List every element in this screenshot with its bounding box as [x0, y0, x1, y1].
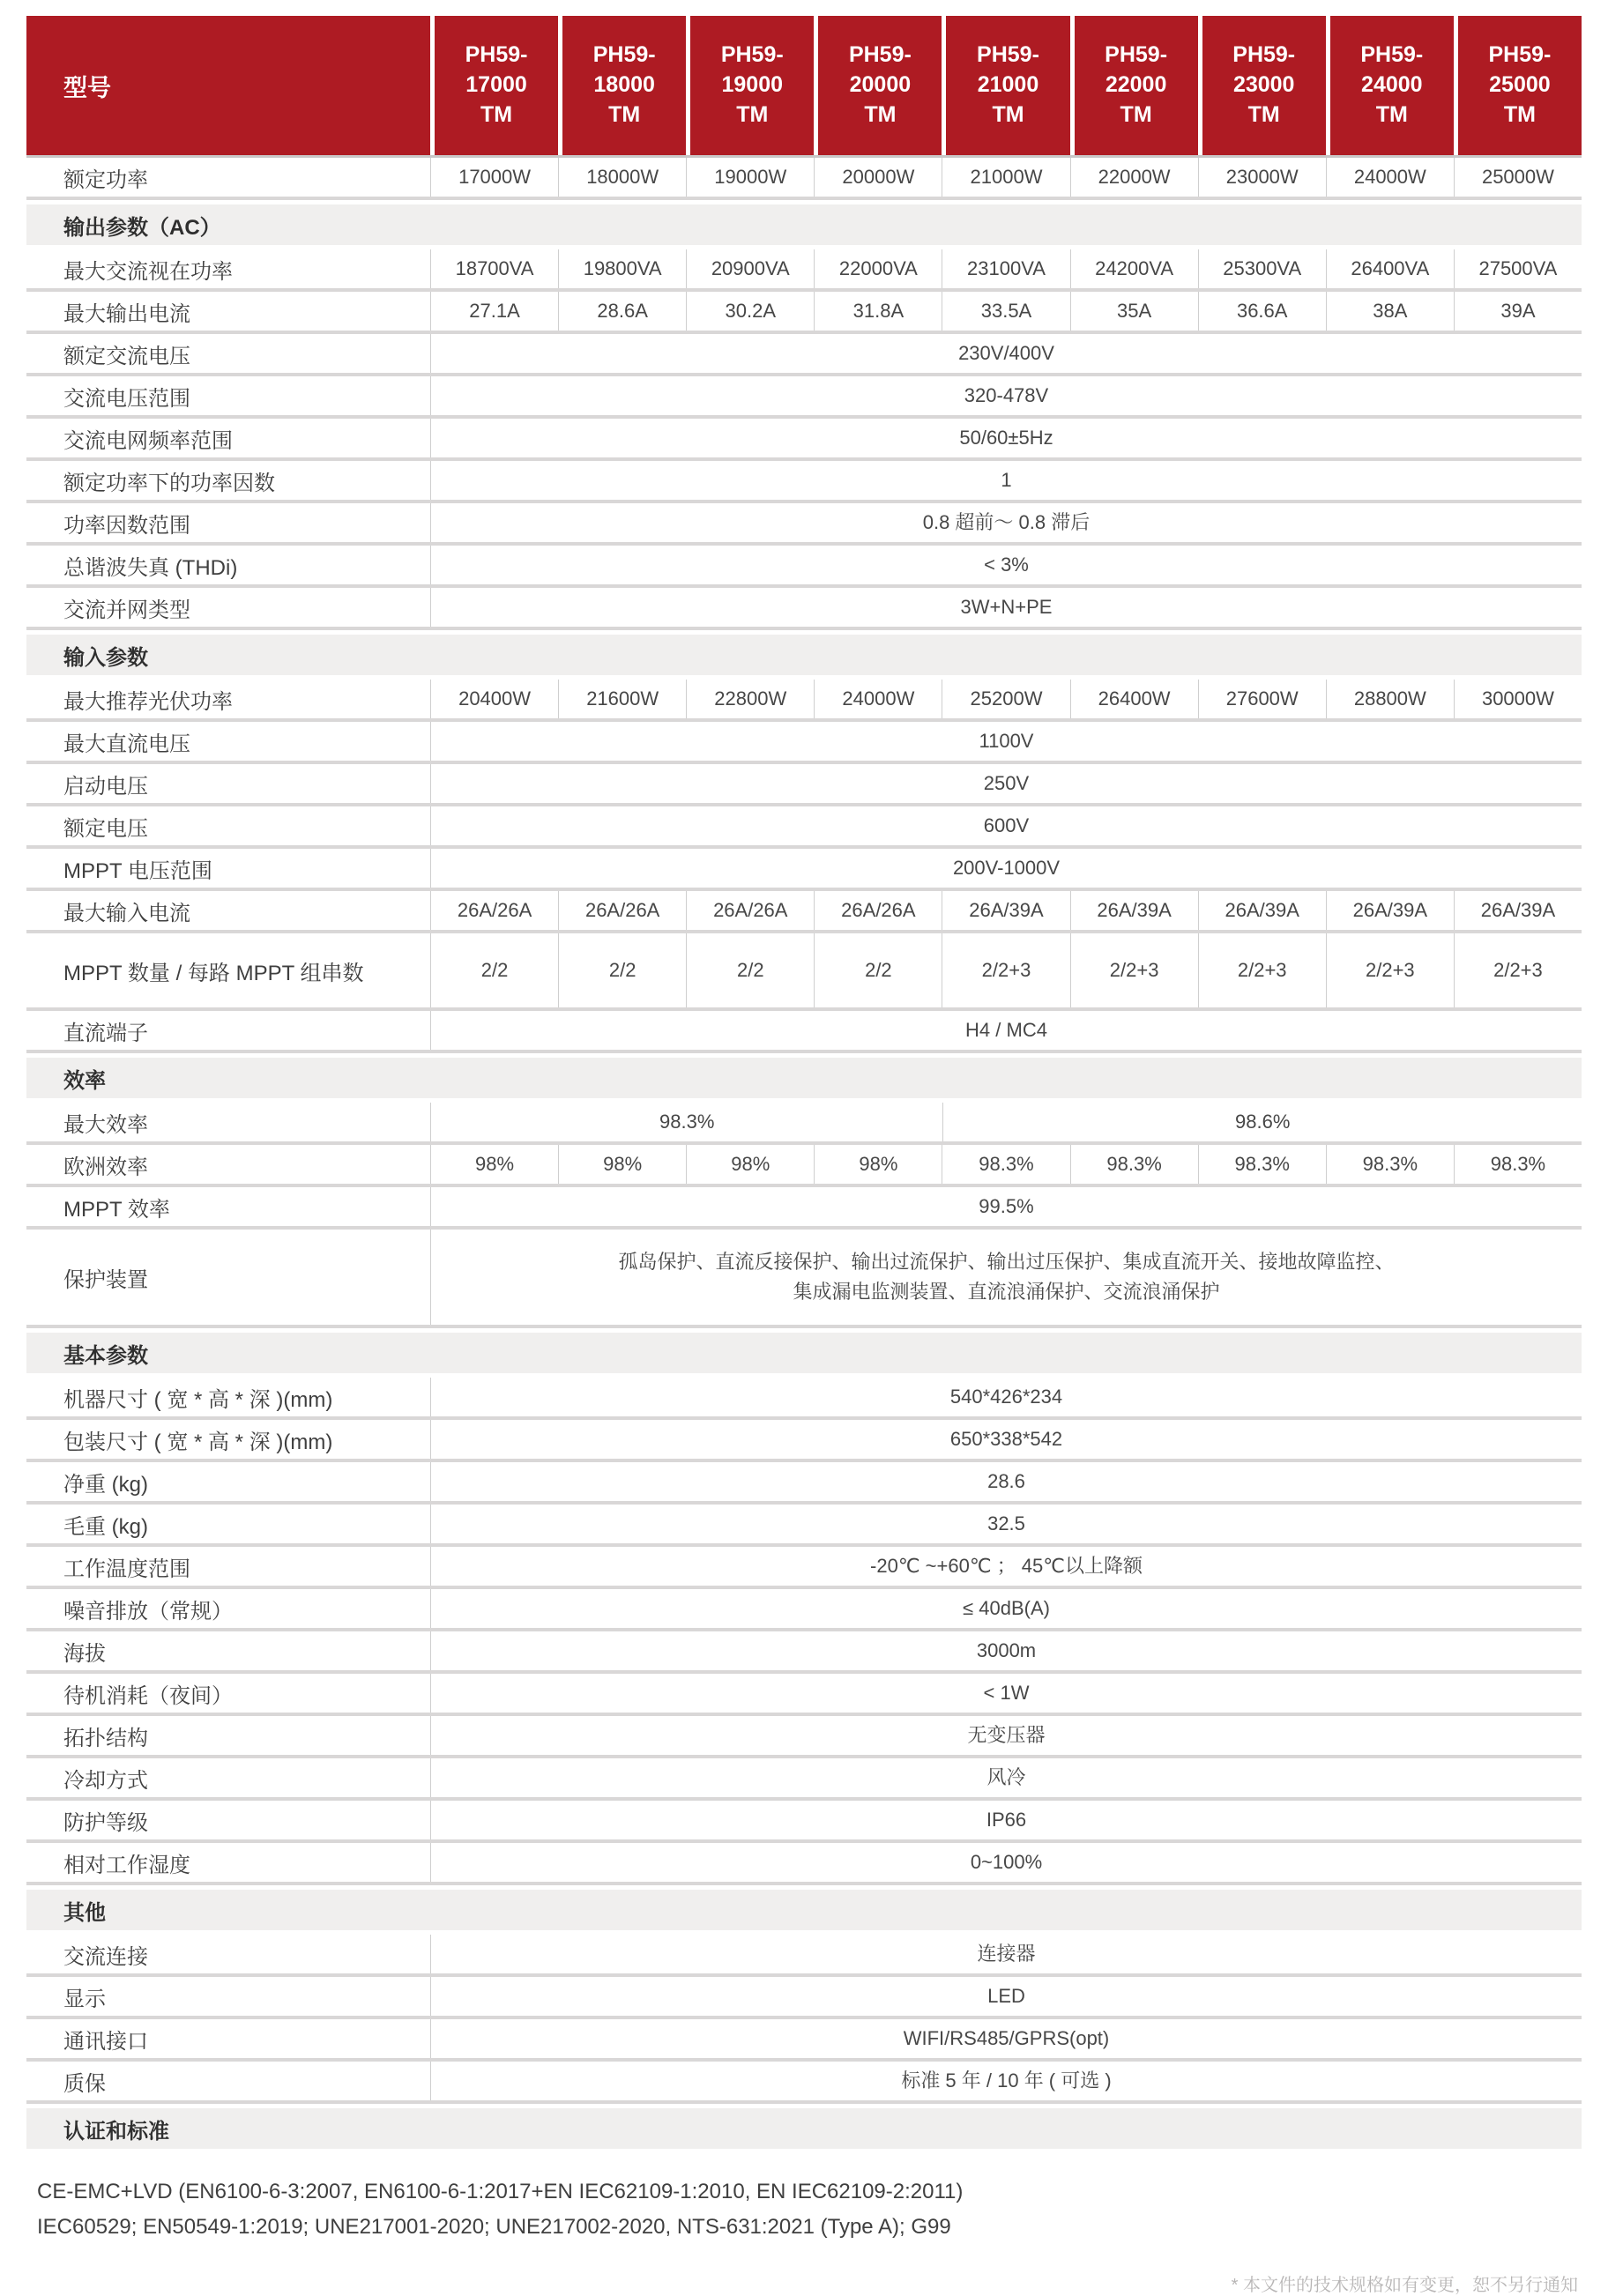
value-cell: 3000m [976, 1638, 1037, 1661]
table-body [26, 158, 1582, 2149]
value-cell: 24000W [814, 680, 942, 718]
row-values [430, 680, 1582, 718]
value-cell: 2/2+3 [1454, 933, 1582, 1007]
value-cell: 98.3% [1070, 1145, 1198, 1184]
value-cell: 2/2 [686, 933, 814, 1007]
row-values [430, 249, 1582, 288]
spec-row [26, 588, 1582, 630]
spec-row [26, 1505, 1582, 1547]
spec-row [26, 680, 1582, 722]
value-cell: 22000W [1070, 158, 1198, 197]
row-values [430, 1589, 1582, 1628]
value-cell: 1100V [979, 729, 1034, 752]
spec-row [26, 1716, 1582, 1758]
model-header-cell: PH59- 22000 TM [1075, 16, 1198, 155]
row-label: 拓扑结构 [63, 1726, 148, 1750]
row-label: 交流并网类型 [63, 598, 190, 622]
value-cell: 26A/39A [942, 891, 1069, 930]
section-header: 基本参数 [26, 1333, 1582, 1373]
value-cell: 风冷 [986, 1765, 1026, 1788]
spec-row [26, 764, 1582, 806]
spec-row [26, 1547, 1582, 1589]
row-values [430, 546, 1582, 584]
section-header: 效率 [26, 1058, 1582, 1098]
row-label: 最大交流视在功率 [63, 259, 233, 284]
row-values [430, 1103, 1582, 1141]
row-label: 毛重 (kg) [63, 1514, 148, 1539]
row-label: 最大输入电流 [63, 901, 190, 925]
row-values [430, 1462, 1582, 1501]
model-header-cell: PH59- 18000 TM [562, 16, 686, 155]
row-values [430, 2019, 1582, 2058]
row-label: 包装尺寸 ( 宽 * 高 * 深 )(mm) [63, 1430, 333, 1454]
row-values [430, 503, 1582, 542]
value-cell: 98.3% [1326, 1145, 1454, 1184]
row-values [430, 806, 1582, 845]
row-values [430, 933, 1582, 1007]
value-cell: 17000W [458, 165, 532, 188]
value-cell: 1 [1001, 468, 1012, 491]
spec-row [26, 1758, 1582, 1801]
spec-row [26, 249, 1582, 292]
value-cell: 230V/400V [958, 341, 1054, 364]
row-values [430, 1935, 1582, 1973]
value-cell: 26A/26A [686, 891, 814, 930]
value-cell: 98% [558, 1145, 686, 1184]
model-header-cell: PH59- 25000 TM [1458, 16, 1582, 155]
value-cell: 30000W [1454, 680, 1582, 718]
spec-row [26, 933, 1582, 1011]
spec-row [26, 1011, 1582, 1053]
value-cell: 24000W [1326, 158, 1454, 197]
row-values [430, 1801, 1582, 1839]
row-values [430, 1631, 1582, 1670]
value-cell: 33.5A [942, 292, 1069, 331]
column-header-model-label: 型号 [26, 16, 430, 155]
spec-row [26, 806, 1582, 849]
value-cell: 0.8 超前～ 0.8 滞后 [922, 510, 1091, 533]
spec-row [26, 1420, 1582, 1462]
row-label: 总谐波失真 (THDi) [63, 555, 238, 580]
spec-row [26, 1103, 1582, 1145]
value-cell: 200V-1000V [952, 856, 1061, 879]
value-cell: 22000VA [814, 249, 942, 288]
value-cell: 19000W [686, 158, 814, 197]
row-values [430, 1547, 1582, 1586]
spec-row [26, 1462, 1582, 1505]
value-cell: 98.3% [1198, 1145, 1326, 1184]
model-header-cell: PH59- 23000 TM [1202, 16, 1326, 155]
row-label: 直流端子 [63, 1021, 148, 1045]
value-cell: 540*426*234 [949, 1385, 1063, 1408]
row-values [430, 1230, 1582, 1325]
row-label: 交流电网频率范围 [63, 428, 233, 453]
spec-row [26, 1977, 1582, 2019]
value-cell: 32.5 [987, 1512, 1025, 1534]
value-cell: 2/2+3 [1326, 933, 1454, 1007]
spec-row [26, 292, 1582, 334]
value-cell: -20℃ ~+60℃ ； 45℃以上降额 [870, 1554, 1143, 1577]
row-values [430, 2062, 1582, 2100]
value-cell: 600V [983, 814, 1030, 836]
value-cell: 26A/26A [814, 891, 942, 930]
value-cell: 25200W [942, 680, 1069, 718]
value-cell: 21000W [942, 158, 1069, 197]
value-cell: 30.2A [686, 292, 814, 331]
row-label: 交流电压范围 [63, 386, 190, 411]
spec-row [26, 1674, 1582, 1716]
section-header: 输入参数 [26, 635, 1582, 675]
row-values [430, 1011, 1582, 1050]
value-cell: 250V [983, 771, 1030, 794]
value-cell: 19800VA [558, 249, 686, 288]
spec-row [26, 419, 1582, 461]
value-cell: 20900VA [686, 249, 814, 288]
value-cell: 36.6A [1198, 292, 1326, 331]
spec-row [26, 1843, 1582, 1885]
row-values [430, 1758, 1582, 1797]
value-cell: 320-478V [964, 383, 1049, 406]
value-cell: 50/60±5Hz [959, 426, 1053, 449]
row-values [430, 1420, 1582, 1459]
model-header-cell: PH59- 24000 TM [1330, 16, 1454, 155]
value-cell: 孤岛保护、直流反接保护、输出过流保护、输出过压保护、集成直流开关、接地故障监控、 集成漏电监测装置、直流浪涌保护、交流浪涌保护 [618, 1250, 1395, 1303]
footer-disclaimer: * 本文件的技术规格如有变更，恕不另行通知 [1231, 2276, 1578, 2296]
row-label: 额定功率 [63, 167, 148, 192]
row-label: MPPT 效率 [63, 1197, 170, 1222]
spec-row [26, 891, 1582, 933]
row-label: 欧洲效率 [63, 1155, 148, 1179]
value-cell: 650*338*542 [949, 1427, 1063, 1450]
spec-row [26, 461, 1582, 503]
value-cell: 39A [1454, 292, 1582, 331]
row-label: 冷却方式 [63, 1768, 148, 1793]
row-label: 待机消耗（夜间） [63, 1683, 233, 1708]
value-cell: 2/2 [480, 958, 509, 981]
value-cell: 2/2+3 [1070, 933, 1198, 1007]
row-label: 防护等级 [63, 1810, 148, 1835]
row-label: 额定交流电压 [63, 344, 190, 368]
spec-row [26, 849, 1582, 891]
spec-row [26, 1589, 1582, 1631]
value-cell: 98% [475, 1152, 515, 1175]
value-cell: 26A/26A [457, 898, 532, 921]
row-label: 额定电压 [63, 816, 148, 841]
value-cell: 26A/39A [1070, 891, 1198, 930]
section-header: 输出参数（AC） [26, 204, 1582, 245]
value-cell: 20000W [814, 158, 942, 197]
value-cell: H4 / MC4 [965, 1018, 1047, 1041]
row-values [430, 292, 1582, 331]
row-values [430, 419, 1582, 457]
row-values [430, 1145, 1582, 1184]
value-cell: 98% [686, 1145, 814, 1184]
spec-row [26, 503, 1582, 546]
value-cell: 2/2 [814, 933, 942, 1007]
value-cell: 26400W [1070, 680, 1198, 718]
value-cell: < 1W [983, 1681, 1030, 1704]
row-label: 工作温度范围 [63, 1557, 190, 1581]
row-values [430, 1187, 1582, 1226]
value-cell: 27.1A [469, 299, 520, 322]
row-label: MPPT 数量 / 每路 MPPT 组串数 [63, 961, 364, 985]
row-values [430, 849, 1582, 888]
row-values [430, 461, 1582, 500]
value-cell: 26A/39A [1326, 891, 1454, 930]
model-header-cell: PH59- 19000 TM [690, 16, 814, 155]
row-values [430, 1674, 1582, 1713]
value-cell: 24200VA [1070, 249, 1198, 288]
row-values [430, 1843, 1582, 1882]
certification-line: CE-EMC+LVD (EN6100-6-3:2007, EN6100-6-1:2017+EN IEC62109-1:2010, EN IEC62109-2:2011) [37, 2180, 964, 2203]
value-cell: 25300VA [1198, 249, 1326, 288]
row-label: 最大效率 [63, 1112, 148, 1137]
row-label: 噪音排放（常规） [63, 1599, 233, 1624]
value-cell: 2/2+3 [1198, 933, 1326, 1007]
value-cell: 28.6 [987, 1469, 1025, 1492]
value-cell: IP66 [986, 1808, 1027, 1831]
row-label: 额定功率下的功率因数 [63, 471, 275, 495]
value-cell: 27600W [1198, 680, 1326, 718]
row-values [430, 1378, 1582, 1416]
model-header-cell: PH59- 17000 TM [435, 16, 558, 155]
value-cell: 2/2 [558, 933, 686, 1007]
value-cell: 98.3% [659, 1110, 715, 1133]
row-values [430, 588, 1582, 627]
spec-row [26, 376, 1582, 419]
row-values [430, 158, 1582, 197]
row-label: 相对工作湿度 [63, 1853, 190, 1877]
value-cell: ≤ 40dB(A) [963, 1596, 1050, 1619]
row-label: 交流连接 [63, 1944, 148, 1969]
row-label: 保护装置 [63, 1267, 148, 1292]
row-label: 机器尺寸 ( 宽 * 高 * 深 )(mm) [63, 1387, 333, 1412]
value-cell: 98% [814, 1145, 942, 1184]
value-cell: 连接器 [977, 1942, 1036, 1965]
spec-row [26, 1935, 1582, 1977]
value-cell: 26A/26A [558, 891, 686, 930]
section-header: 认证和标准 [26, 2108, 1582, 2149]
spec-row [26, 2019, 1582, 2062]
value-cell: 99.5% [979, 1194, 1034, 1217]
value-cell: 28800W [1326, 680, 1454, 718]
value-cell: 0~100% [970, 1850, 1043, 1873]
row-values [430, 891, 1582, 930]
row-label: 最大输出电流 [63, 301, 190, 326]
row-values [430, 722, 1582, 761]
row-values [430, 1716, 1582, 1755]
value-cell: 98.3% [1454, 1145, 1582, 1184]
row-label: 最大直流电压 [63, 732, 190, 756]
spec-row [26, 1631, 1582, 1674]
value-cell: 26400VA [1326, 249, 1454, 288]
value-cell: 20400W [458, 687, 532, 710]
spec-row [26, 2062, 1582, 2104]
value-cell: 23000W [1198, 158, 1326, 197]
value-cell: 35A [1070, 292, 1198, 331]
row-label: 最大推荐光伏功率 [63, 689, 233, 714]
spec-row [26, 722, 1582, 764]
row-values [430, 1505, 1582, 1543]
row-label: 海拔 [63, 1641, 106, 1666]
certification-line: IEC60529; EN50549-1:2019; UNE217001-2020; UNE217002-2020, NTS-631:2021 (Type A); G99 [37, 2214, 951, 2239]
row-label: 功率因数范围 [63, 513, 190, 538]
value-cell: 25000W [1454, 158, 1582, 197]
value-cell: 21600W [558, 680, 686, 718]
row-label: MPPT 电压范围 [63, 858, 212, 883]
table-header [26, 16, 1582, 158]
value-cell: LED [987, 1984, 1025, 2007]
value-cell: 18700VA [455, 256, 534, 279]
row-label: 通讯接口 [63, 2029, 148, 2054]
value-cell: 38A [1326, 292, 1454, 331]
model-header-cell: PH59- 21000 TM [946, 16, 1069, 155]
value-cell: WIFI/RS485/GPRS(opt) [903, 2026, 1110, 2049]
value-cell: 无变压器 [967, 1723, 1046, 1746]
row-values [430, 764, 1582, 803]
value-cell: 98.3% [942, 1145, 1069, 1184]
value-cell: 22800W [686, 680, 814, 718]
value-cell: 2/2+3 [942, 933, 1069, 1007]
spec-row [26, 1187, 1582, 1230]
spec-row [26, 158, 1582, 200]
model-header-cell: PH59- 20000 TM [818, 16, 942, 155]
certifications-text [26, 2153, 1582, 2244]
value-cell: 标准 5 年 / 10 年 ( 可选 ) [901, 2069, 1112, 2092]
spec-row [26, 1801, 1582, 1843]
section-header: 其他 [26, 1890, 1582, 1930]
row-label: 显示 [63, 1987, 106, 2011]
spec-row [26, 334, 1582, 376]
row-values [430, 334, 1582, 373]
value-cell: < 3% [984, 553, 1029, 576]
row-values [430, 376, 1582, 415]
spec-row [26, 546, 1582, 588]
model-columns [435, 16, 1582, 155]
value-cell: 27500VA [1454, 249, 1582, 288]
value-cell: 26A/39A [1198, 891, 1326, 930]
value-cell: 3W+N+PE [960, 595, 1053, 618]
row-label: 质保 [63, 2071, 106, 2096]
spec-row [26, 1230, 1582, 1328]
spec-row [26, 1378, 1582, 1420]
value-cell: 98.6% [942, 1103, 1582, 1141]
row-label: 启动电压 [63, 774, 148, 799]
row-values [430, 1977, 1582, 2016]
row-label: 净重 (kg) [63, 1472, 148, 1497]
value-cell: 26A/39A [1454, 891, 1582, 930]
value-cell: 28.6A [558, 292, 686, 331]
value-cell: 31.8A [814, 292, 942, 331]
value-cell: 18000W [558, 158, 686, 197]
spec-row [26, 1145, 1582, 1187]
value-cell: 23100VA [942, 249, 1069, 288]
